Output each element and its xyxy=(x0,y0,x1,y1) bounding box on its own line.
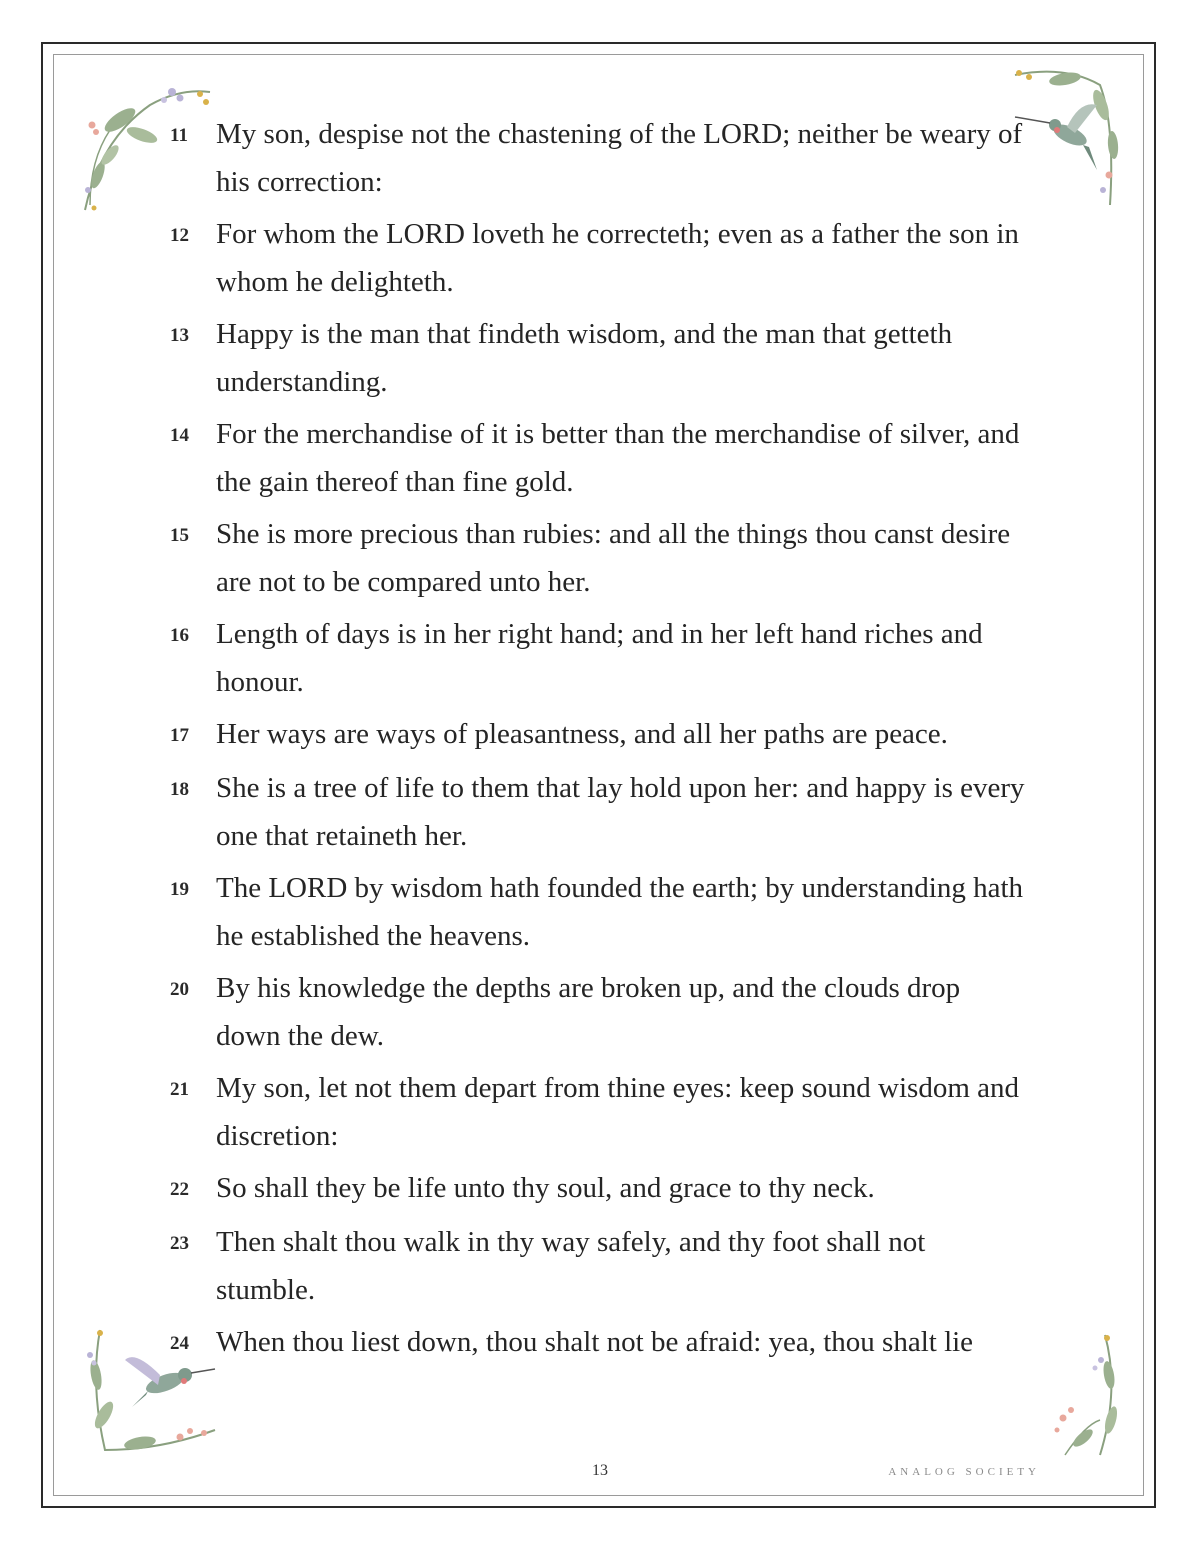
verse-item xyxy=(170,110,1030,206)
verse-number: 17 xyxy=(170,725,189,746)
verse-number: 16 xyxy=(170,625,189,646)
verse-text: The LORD by wisdom hath founded the earth; by understanding hath he established the heavens. xyxy=(216,872,1024,952)
verse-item xyxy=(170,610,1030,706)
verse-number: 24 xyxy=(170,1333,189,1354)
verse-number: 11 xyxy=(170,125,188,146)
verse-item xyxy=(170,210,1030,306)
verse-number: 13 xyxy=(170,325,189,346)
verse-number: 14 xyxy=(170,425,189,446)
verse-text: Happy is the man that findeth wisdom, and the man that getteth understanding. xyxy=(216,318,953,398)
verse-text: She is a tree of life to them that lay hold upon her: and happy is every one that retaineth her. xyxy=(216,772,1025,852)
verse-text: She is more precious than rubies: and all the things thou canst desire are not to be compared unto her. xyxy=(216,518,1011,598)
verse-item xyxy=(170,864,1030,960)
verse-number: 12 xyxy=(170,225,189,246)
verse-text: So shall they be life unto thy soul, and grace to thy neck. xyxy=(216,1172,875,1204)
verse-text: Then shalt thou walk in thy way safely, and thy foot shall not stumble. xyxy=(216,1226,926,1306)
verse-item xyxy=(170,1064,1030,1160)
verse-text: For the merchandise of it is better than the merchandise of silver, and the gain thereof than fine gold. xyxy=(216,418,1020,498)
verse-number: 19 xyxy=(170,879,189,900)
page-number: 13 xyxy=(592,1462,608,1479)
verse-text: Her ways are ways of pleasantness, and all her paths are peace. xyxy=(216,718,948,750)
verse-text: By his knowledge the depths are broken up, and the clouds drop down the dew. xyxy=(216,972,961,1052)
verse-number: 20 xyxy=(170,979,189,1000)
brand-wordmark: ANALOG SOCIETY xyxy=(888,1466,1040,1478)
verse-text: For whom the LORD loveth he correcteth; even as a father the son in whom he delighteth. xyxy=(216,218,1019,298)
verse-item xyxy=(170,710,1030,760)
verse-text: My son, despise not the chastening of the LORD; neither be weary of his correction: xyxy=(216,118,1023,198)
verse-item xyxy=(170,964,1030,1060)
verse-number: 23 xyxy=(170,1233,189,1254)
verse-number: 18 xyxy=(170,779,189,800)
verse-item xyxy=(170,1318,1030,1368)
verse-item xyxy=(170,1164,1030,1214)
verse-item xyxy=(170,764,1030,860)
verse-number: 21 xyxy=(170,1079,189,1100)
verse-text: When thou liest down, thou shalt not be afraid: yea, thou shalt lie xyxy=(216,1326,974,1358)
verse-item xyxy=(170,310,1030,406)
verse-item xyxy=(170,1218,1030,1314)
verse-item xyxy=(170,410,1030,506)
verse-text: My son, let not them depart from thine eyes: keep sound wisdom and discretion: xyxy=(216,1072,1019,1152)
verse-number: 22 xyxy=(170,1179,189,1200)
verse-number: 15 xyxy=(170,525,189,546)
verse-list xyxy=(170,110,1030,1372)
verse-item xyxy=(170,510,1030,606)
floral-corner-bottom-right xyxy=(1045,1330,1125,1460)
verse-text: Length of days is in her right hand; and in her left hand riches and honour. xyxy=(216,618,983,698)
